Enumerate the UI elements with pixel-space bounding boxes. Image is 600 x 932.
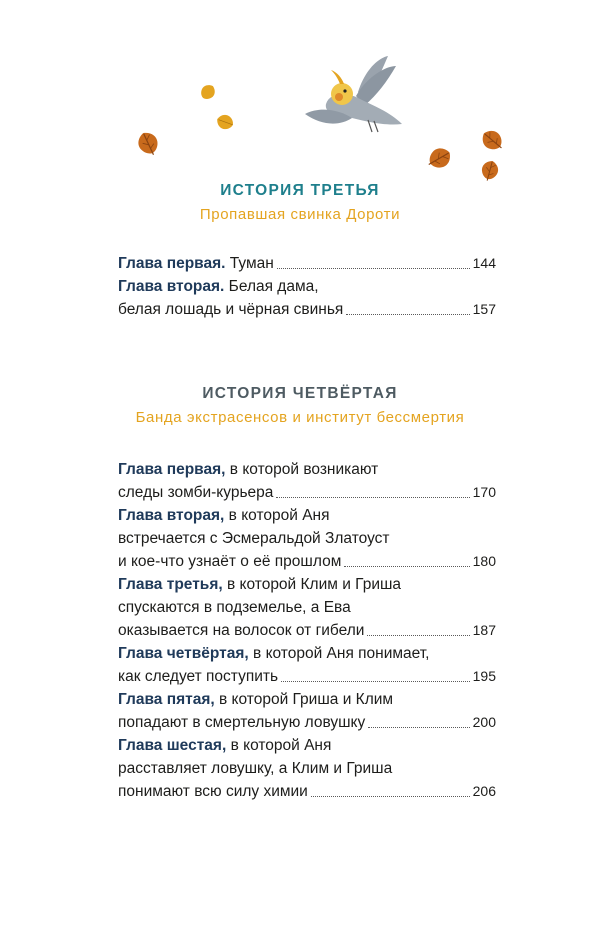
toc-line [118,298,496,321]
chapter-title-text: в которой Аня [226,737,332,754]
toc-entry[interactable] [118,573,496,642]
toc-entry[interactable] [118,504,496,573]
chapter-label: Глава вторая, [118,507,225,524]
chapter-title-text: понимают всю силу химии [118,783,308,800]
chapter-title-text: и кое-что узнаёт о её прошлом [118,553,342,570]
dot-leader [277,268,470,269]
toc-line [118,527,496,550]
story4-contents [118,458,496,803]
chapter-label: Глава вторая. [118,278,225,295]
toc-line [118,275,496,298]
chapter-title-text: в которой возникают [225,461,379,478]
toc-line [118,252,496,275]
toc-line [118,734,496,757]
dot-leader [281,681,470,682]
page-number: 157 [472,301,496,317]
autumn-leaf-icon [479,159,500,183]
toc-line [118,757,496,780]
toc-line [118,665,496,688]
story3-header [0,182,600,223]
chapter-title-text: следы зомби-курьера [118,484,274,501]
dot-leader [276,497,469,498]
chapter-label: Глава пятая, [118,691,215,708]
dot-leader [346,314,469,315]
chapter-title-text: оказывается на волосок от гибели [118,622,365,639]
chapter-title-text: расставляет ловушку, а Клим и Гриша [118,760,393,777]
page-number: 170 [472,484,496,500]
chapter-title-text: в которой Гриша и Клим [214,691,394,708]
toc-line [118,711,496,734]
toc-line [118,596,496,619]
toc-entry[interactable] [118,252,496,275]
toc-line [118,573,496,596]
page-number: 206 [472,783,496,799]
page-number: 200 [472,714,496,730]
chapter-title-text: в которой Клим и Гриша [222,576,402,593]
chapter-title-text: белая лошадь и чёрная свинья [118,301,344,318]
dot-leader [344,566,469,567]
story3-contents [118,252,496,321]
chapter-title-text: спускаются в подземелье, а Ева [118,599,351,616]
page-number: 195 [472,668,496,684]
page-number: 180 [472,553,496,569]
autumn-leaf-icon [198,82,218,102]
chapter-label: Глава четвёртая, [118,645,249,662]
story4-title: ИСТОРИЯ ЧЕТВЁРТАЯ [202,385,398,402]
toc-line [118,688,496,711]
story3-title: ИСТОРИЯ ТРЕТЬЯ [220,182,380,199]
autumn-leaf-icon [478,126,507,155]
autumn-leaf-icon [424,144,454,172]
toc-line [118,642,496,665]
dot-leader [367,635,469,636]
toc-line [118,504,496,527]
dot-leader [368,727,469,728]
chapter-title-text: как следует поступить [118,668,279,685]
chapter-label: Глава шестая, [118,737,227,754]
dot-leader [311,796,470,797]
chapter-label: Глава третья, [118,576,223,593]
autumn-leaf-icon [215,112,235,131]
story4-subtitle: Банда экстрасенсов и институт бессмертия [135,409,465,426]
autumn-leaf-icon [135,129,162,159]
toc-entry[interactable] [118,642,496,688]
chapter-title-text: в которой Аня понимает, [248,645,430,662]
toc-line [118,780,496,803]
toc-entry[interactable] [118,275,496,321]
chapter-title-text: попадают в смертельную ловушку [118,714,366,731]
cockatiel-bird-icon [305,56,402,132]
chapter-title-text: встречается с Эсмеральдой Златоуст [118,530,390,547]
chapter-title-text: в которой Аня [224,507,330,524]
page-number: 144 [472,255,496,271]
chapter-label: Глава первая. [118,255,226,272]
chapter-title-text: Туман [225,255,274,272]
toc-entry[interactable] [118,458,496,504]
story3-subtitle: Пропавшая свинка Дороти [199,206,401,223]
toc-line [118,619,496,642]
toc-line [118,550,496,573]
chapter-label: Глава первая, [118,461,226,478]
story4-header [0,385,600,426]
toc-line [118,481,496,504]
chapter-title-text: Белая дама, [224,278,319,295]
header-illustration [0,0,600,200]
toc-entry[interactable] [118,688,496,734]
page-number: 187 [472,622,496,638]
toc-entry[interactable] [118,734,496,803]
toc-line [118,458,496,481]
